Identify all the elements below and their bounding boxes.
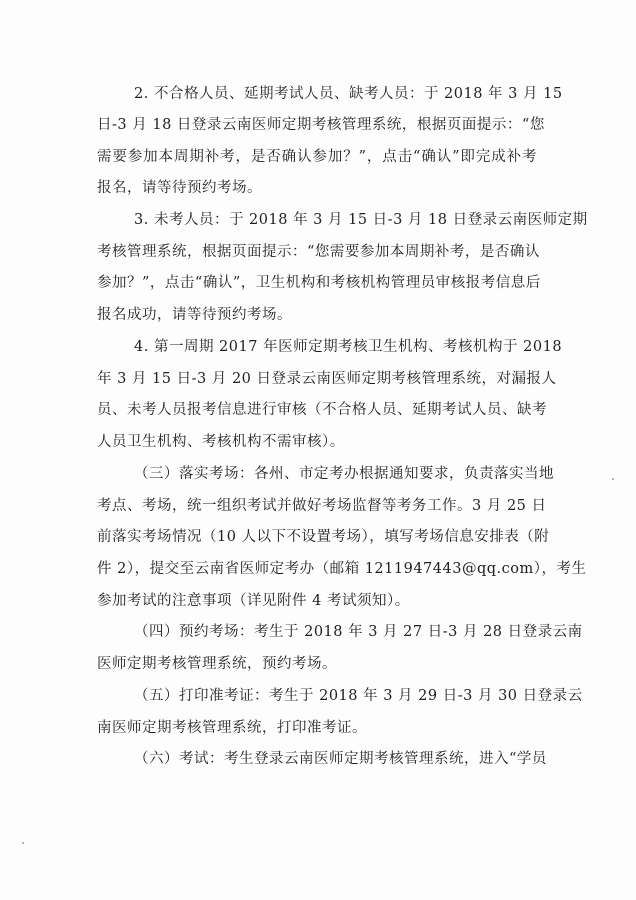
section-3-line-5: 参加考试的注意事项（详见附件 4 考试须知）。 bbox=[97, 593, 410, 609]
section-3-line-4: 件 2），提交至云南省医师定考办（邮箱 1211947443@qq.com），考生 bbox=[97, 561, 587, 577]
paragraph-3-line-3: 参加？”，点击“确认”，卫生机构和考核机构管理员审核报考信息后 bbox=[97, 275, 541, 291]
paragraph-2-line-2: 日-3 月 18 日登录云南医师定期考核管理系统，根据页面提示：“您 bbox=[97, 117, 545, 133]
section-5-line-1: （五）打印准考证：考生于 2018 年 3 月 29 日-3 月 30 日登录云 bbox=[134, 688, 583, 704]
section-3-line-2: 考点、考场，统一组织考试并做好考场监督等考务工作。3 月 25 日 bbox=[97, 498, 547, 514]
paragraph-3-line-4: 报名成功，请等待预约考场。 bbox=[97, 307, 292, 323]
paragraph-2-line-4: 报名，请等待预约考场。 bbox=[97, 180, 262, 196]
paragraph-3-line-2: 考核管理系统，根据页面提示：“您需要参加本周期补考，是否确认 bbox=[97, 244, 540, 260]
section-4-line-2: 医师定期考核管理系统，预约考场。 bbox=[97, 656, 337, 672]
section-5-line-2: 南医师定期考核管理系统，打印准考证。 bbox=[97, 720, 367, 736]
scan-speck bbox=[612, 478, 614, 480]
scan-speck bbox=[22, 842, 24, 844]
section-6-line-1: （六）考试：考生登录云南医师定期考核管理系统，进入“学员 bbox=[134, 751, 547, 767]
section-3-line-3: 前落实考场情况（10 人以下不设置考场），填写考场信息安排表（附 bbox=[97, 529, 550, 545]
paragraph-4-line-2: 年 3 月 15 日-3 月 20 日登录云南医师定期考核管理系统，对漏报人 bbox=[97, 371, 557, 387]
section-3-line-1: （三）落实考场：各州、市定考办根据通知要求，负责落实当地 bbox=[134, 466, 554, 482]
paragraph-3-line-1: 3. 未考人员：于 2018 年 3 月 15 日-3 月 18 日登录云南医师定期 bbox=[134, 212, 588, 228]
section-4-line-1: （四）预约考场：考生于 2018 年 3 月 27 日-3 月 28 日登录云南 bbox=[134, 624, 583, 640]
paragraph-4-line-3: 员、未考人员报考信息进行审核（不合格人员、延期考试人员、缺考 bbox=[97, 402, 547, 418]
paragraph-4-line-4: 人员卫生机构、考核机构不需审核）。 bbox=[97, 434, 345, 450]
paragraph-2-line-3: 需要参加本周期补考，是否确认参加？”，点击“确认”即完成补考 bbox=[97, 149, 537, 165]
paragraph-4-line-1: 4. 第一周期 2017 年医师定期考核卫生机构、考核机构于 2018 bbox=[134, 339, 563, 355]
paragraph-2-line-1: 2. 不合格人员、延期考试人员、缺考人员：于 2018 年 3 月 15 bbox=[134, 86, 563, 102]
